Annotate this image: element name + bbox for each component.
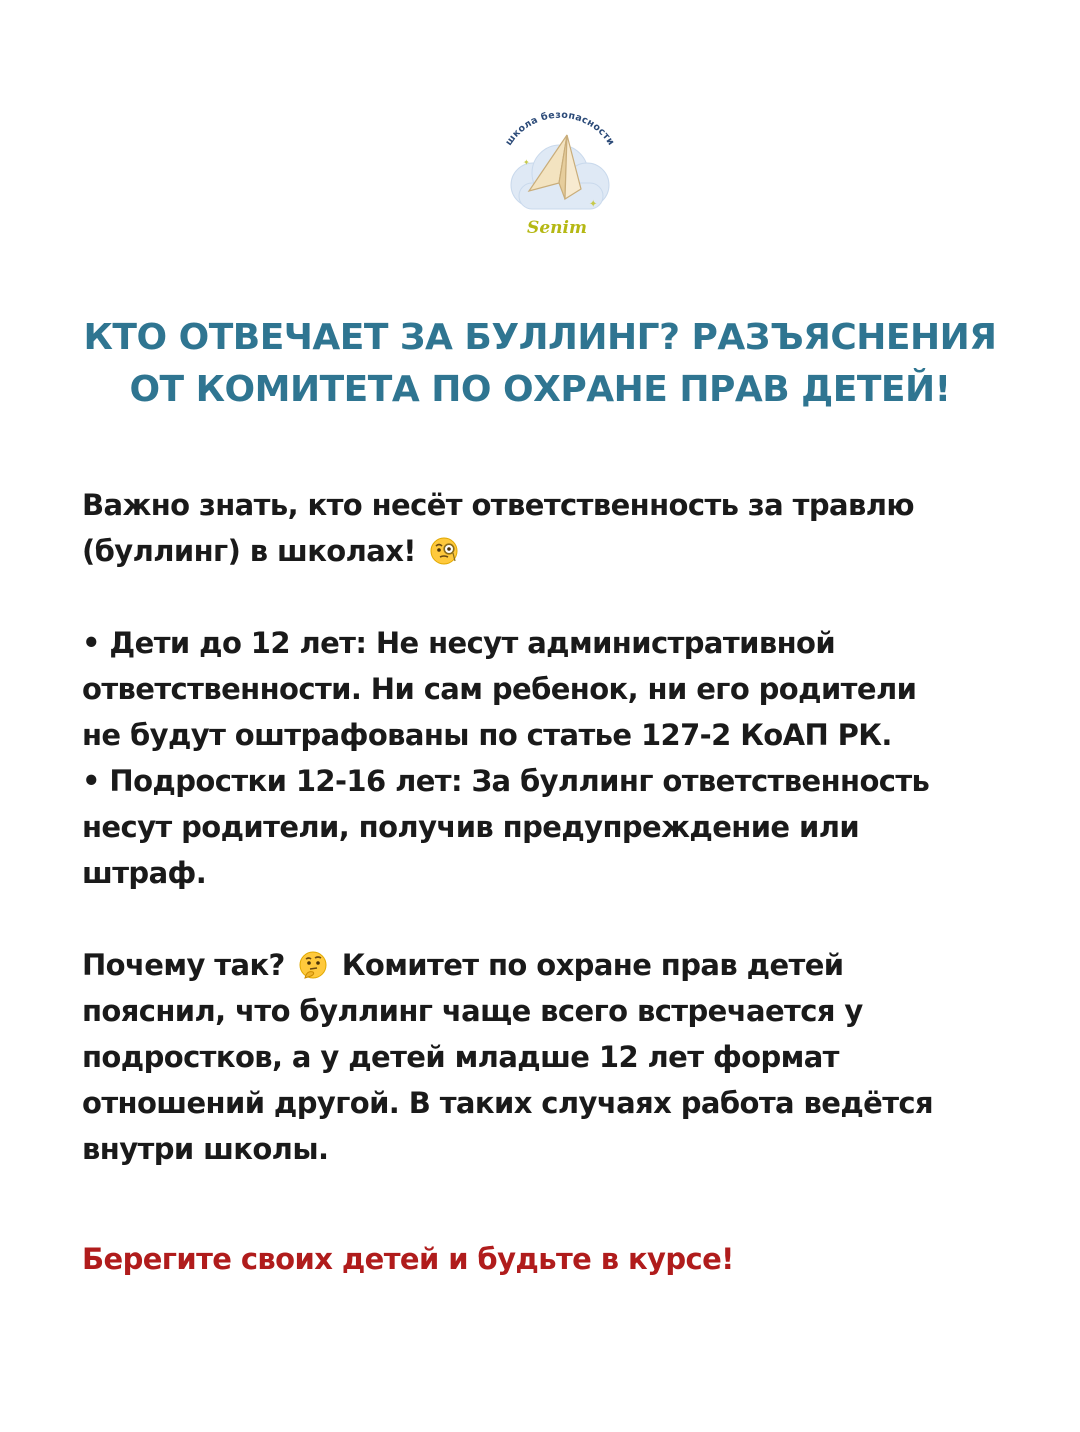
logo-arc-text: школа безопасности [503, 109, 617, 148]
bullet-1-line-3: не будут оштрафованы по статье 127-2 КоАП РК. [82, 718, 892, 752]
why-line-2: пояснил, что буллинг чаще всего встречается у [82, 994, 863, 1028]
intro-line-2 [82, 528, 1052, 574]
logo-brand-text: Senim [527, 218, 587, 238]
why-paragraph [82, 942, 1052, 1172]
why-line-3: подростков, а у детей младше 12 лет формат [82, 1040, 839, 1074]
bullet-teens-12-16 [82, 758, 1052, 896]
thinking-face-icon [298, 950, 328, 980]
bullet-1-line-2: ответственности. Ни сам ребенок, ни его родители [82, 672, 917, 706]
why-line-1 [82, 942, 1052, 988]
svg-text:школа безопасности [503, 110, 616, 148]
bullet-1-line-1: • Дети до 12 лет: Не несут административной [82, 626, 836, 660]
bullet-list [82, 620, 1052, 896]
why-line-4: отношений другой. В таких случаях работа ведётся [82, 1086, 934, 1120]
intro-line-2-text: (буллинг) в школах! [82, 534, 416, 568]
bullet-children-under-12 [82, 620, 1052, 758]
svg-text:✦: ✦ [589, 199, 598, 210]
intro-paragraph [82, 482, 1052, 574]
bullet-2-line-1: • Подростки 12-16 лет: За буллинг ответственность [82, 764, 930, 798]
svg-text:✦: ✦ [523, 158, 530, 167]
face-with-monocle-icon [429, 536, 459, 566]
why-question: Почему так? [82, 948, 285, 982]
title-line-2: ОТ КОМИТЕТА ПО ОХРАНЕ ПРАВ ДЕТЕЙ! [129, 369, 951, 410]
page-title [40, 312, 1040, 416]
why-line-1-rest: Комитет по охране прав детей [341, 948, 844, 982]
why-line-5: внутри школы. [82, 1132, 329, 1166]
bullet-2-line-3: штраф. [82, 856, 207, 890]
article-body [82, 482, 1052, 1172]
closing-call-to-action: Берегите своих детей и будьте в курсе! [82, 1242, 734, 1276]
paper-plane-cloud-icon [485, 95, 635, 245]
intro-line-1: Важно знать, кто несёт ответственность за травлю [82, 488, 914, 522]
title-line-1: КТО ОТВЕЧАЕТ ЗА БУЛЛИНГ? РАЗЪЯСНЕНИЯ [83, 317, 997, 358]
bullet-2-line-2: несут родители, получив предупреждение или [82, 810, 860, 844]
school-logo [485, 95, 635, 245]
